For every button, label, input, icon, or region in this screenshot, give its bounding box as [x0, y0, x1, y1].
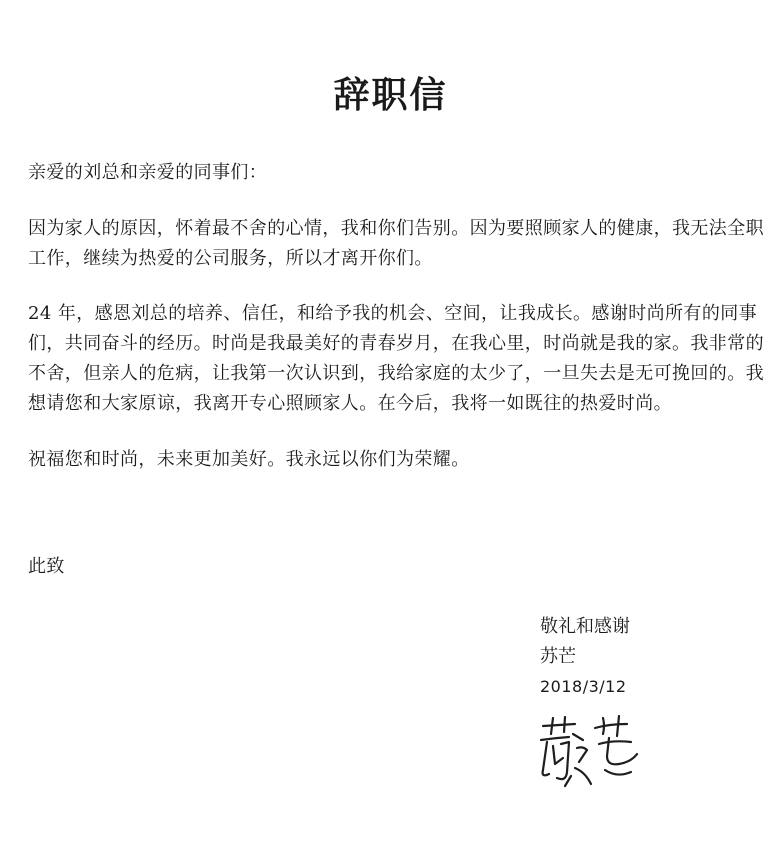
- salutation: 亲爱的刘总和亲爱的同事们：: [28, 162, 268, 183]
- paragraph-2: [28, 299, 780, 419]
- letter-title: 辞职信: [333, 75, 448, 116]
- letter-date: 2018/3/12: [540, 677, 627, 696]
- paragraph-2-line-1: 24 年，感恩刘总的培养、信任，和给予我的机会、空间，让我成长。感谢时尚所有的同事: [28, 303, 758, 324]
- signoff-block: [540, 612, 630, 702]
- signer-name: 苏芒: [540, 646, 576, 667]
- paragraph-2-line-3: 不舍，但亲人的危病，让我第一次认识到，我给家庭的太少了，一旦失去是无可挽回的。我: [28, 363, 764, 384]
- paragraph-1: [28, 214, 780, 274]
- paragraph-2-line-4: 想请您和大家原谅，我离开专心照顾家人。在今后，我将一如既往的热爱时尚。: [28, 393, 672, 414]
- closing: 此致: [28, 556, 65, 577]
- regards: 敬礼和感谢: [540, 616, 630, 637]
- paragraph-3: 祝福您和时尚，未来更加美好。我永远以你们为荣耀。: [28, 449, 470, 470]
- paragraph-1-line-2: 工作，继续为热爱的公司服务，所以才离开你们。: [28, 248, 433, 269]
- handwritten-signature: [535, 712, 645, 792]
- paragraph-1-line-1: 因为家人的原因，怀着最不舍的心情，我和你们告别。因为要照顾家人的健康，我无法全职: [28, 218, 764, 239]
- paragraph-2-line-2: 们，共同奋斗的经历。时尚是我最美好的青春岁月，在我心里，时尚就是我的家。我非常的: [28, 333, 764, 354]
